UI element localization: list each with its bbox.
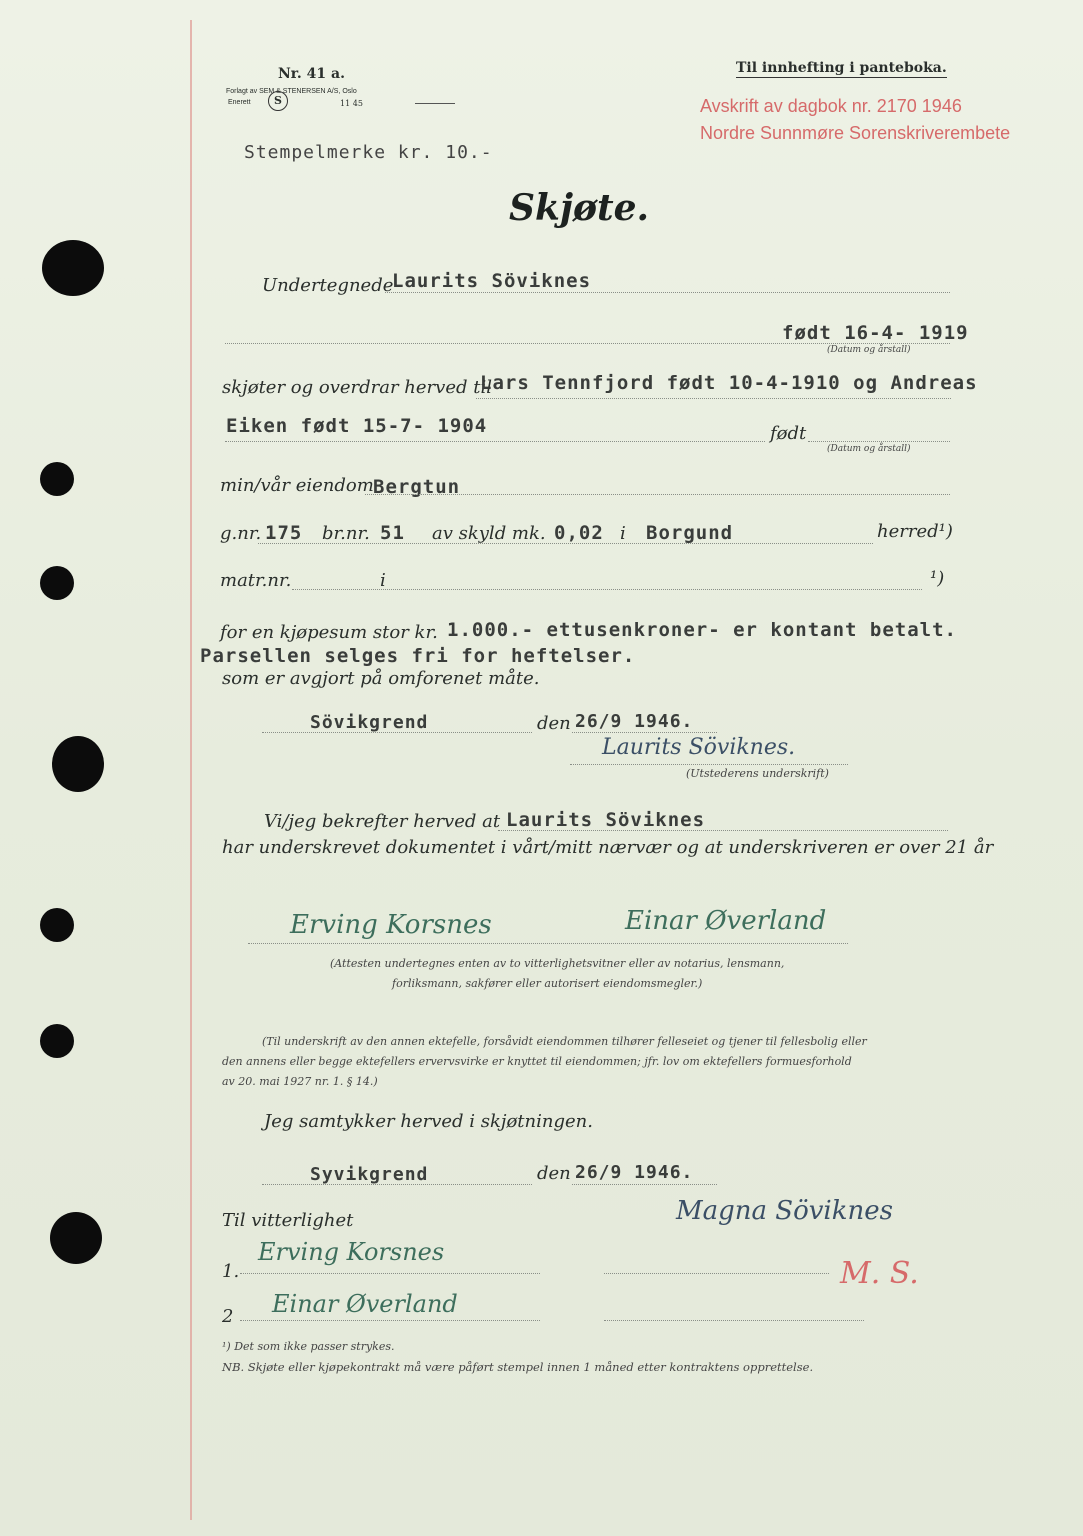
confirm-name: Laurits Söviknes — [506, 809, 706, 831]
consent-date: 26/9 1946. — [575, 1162, 694, 1183]
agreed-text: som er avgjort på omforenet måte. — [222, 668, 540, 689]
attest-note-1: (Attesten undertegnes enten av to vitterlighetsvitner eller av notarius, lensmann, — [330, 957, 785, 970]
dotted-line — [262, 1184, 532, 1185]
spouse-signature: Magna Söviknes — [676, 1196, 893, 1226]
consent-text: Jeg samtykker herved i skjøtningen. — [264, 1111, 593, 1132]
signing-place: Sövikgrend — [310, 712, 429, 733]
buyers-line2: Eiken født 15-7- 1904 — [226, 415, 488, 437]
dotted-line — [604, 1273, 829, 1274]
property-name: Bergtun — [373, 476, 461, 498]
stamp-line1: Avskrift av dagbok nr. 2170 1946 — [700, 96, 962, 116]
dotted-line — [604, 1320, 864, 1321]
price-line2: Parsellen selges fri for heftelser. — [200, 645, 636, 667]
dotted-line — [572, 732, 717, 733]
form-number: Nr. 41 a. — [278, 66, 345, 82]
punch-hole — [50, 1212, 102, 1264]
dotted-line — [262, 732, 532, 733]
spouse-note-2: den annens eller begge ektefellers ervervsvirke er knyttet til eiendommen; jfr. lov om ektefellers formuesforhold — [222, 1055, 852, 1068]
buyers-line1: Lars Tennfjord født 10-4-1910 og Andreas — [480, 372, 978, 394]
property-label: min/vår eiendom — [220, 475, 374, 496]
dotted-line — [248, 943, 848, 944]
footnote-2: NB. Skjøte eller kjøpekontrakt må være påført stempel innen 1 måned etter kontraktens opprettelse. — [222, 1360, 814, 1374]
gnr-value: 175 — [265, 522, 303, 544]
witness-signature-1: Erving Korsnes — [290, 910, 492, 940]
price-label: for en kjøpesum stor kr. — [220, 622, 438, 643]
consent-place: Syvikgrend — [310, 1164, 429, 1185]
signature-hint: (Utstederens underskrift) — [686, 767, 829, 780]
i-label: i — [620, 523, 626, 544]
bnr-value: 51 — [380, 522, 405, 544]
dotted-line — [258, 543, 873, 544]
witness-1-signature: Erving Korsnes — [258, 1238, 445, 1266]
witness-2-signature: Einar Øverland — [272, 1290, 458, 1318]
initials-mark: M. S. — [840, 1256, 919, 1291]
matr-note: ¹) — [930, 568, 945, 589]
publisher-date: 11 45 — [340, 99, 363, 108]
herred-label: herred¹) — [877, 521, 953, 542]
grantor-name: Laurits Söviknes — [392, 270, 592, 292]
til-vitterlighet-label: Til vitterlighet — [222, 1210, 354, 1231]
bnr-label: br.nr. — [322, 523, 370, 544]
price-line1: 1.000.- ettusenkroner- er kontant betalt. — [447, 619, 957, 641]
skyld-label: av skyld mk. — [432, 523, 546, 544]
margin-rule — [190, 20, 192, 1520]
footnote-1: ¹) Det som ikke passer strykes. — [222, 1340, 395, 1353]
header-dash — [415, 103, 455, 104]
transfer-label: skjøter og overdrar herved til — [222, 377, 492, 398]
punch-hole — [52, 736, 104, 792]
confirm-line2: har underskrevet dokumentet i vårt/mitt nærvær og at underskriveren er over 21 år — [222, 837, 994, 858]
punch-hole — [42, 240, 104, 296]
herred-name: Borgund — [646, 522, 734, 544]
dotted-line — [572, 1184, 717, 1185]
matr-i: i — [380, 570, 386, 591]
stempelmerke-text: Stempelmerke kr. 10.- — [244, 142, 493, 163]
spouse-note-1: (Til underskrift av den annen ektefelle, forsåvidt eiendommen tilhører felleseiet og tjener til fellesbolig eller — [262, 1035, 867, 1048]
dotted-line — [240, 1320, 540, 1321]
datum-hint: (Datum og årstall) — [827, 345, 911, 355]
publisher-line: Forlagt av SEM & STENERSEN A/S, Oslo — [226, 88, 357, 95]
consent-den-label: den — [537, 1163, 571, 1184]
dotted-line — [240, 1273, 540, 1274]
undertegnede-label: Undertegnede — [262, 275, 394, 296]
matr-label: matr.nr. — [220, 570, 292, 591]
confirm-label: Vi/jeg bekrefter herved at — [264, 811, 501, 832]
skyld-value: 0,02 — [554, 522, 604, 544]
grantor-birth: født 16-4- 1919 — [782, 322, 969, 344]
publisher-enerett: Enerett — [228, 99, 251, 106]
stamp-line2: Nordre Sunnmøre Sorenskriverembete — [700, 123, 1011, 143]
top-right-label: Til innhefting i panteboka. — [736, 60, 947, 76]
dotted-line — [365, 494, 950, 495]
page-title: Skjøte. — [509, 187, 650, 229]
gnr-label: g.nr. — [220, 523, 262, 544]
punch-hole — [40, 566, 74, 600]
fodt-label: født — [770, 423, 807, 444]
signing-date: 26/9 1946. — [575, 711, 694, 732]
spouse-note-3: av 20. mai 1927 nr. 1. § 14.) — [222, 1075, 378, 1088]
punch-hole — [40, 1024, 74, 1058]
attest-note-2: forliksmann, sakfører eller autorisert eiendomsmegler.) — [392, 977, 703, 990]
dotted-line — [808, 441, 950, 442]
dotted-line — [292, 589, 922, 590]
grantor-signature: Laurits Söviknes. — [602, 735, 796, 760]
witness-signature-2: Einar Øverland — [625, 906, 827, 936]
dotted-line — [570, 764, 848, 765]
punch-hole — [40, 908, 74, 942]
dotted-line — [385, 292, 950, 293]
datum-hint: (Datum og årstall) — [827, 444, 911, 454]
dotted-line — [498, 830, 948, 831]
dotted-line — [476, 398, 951, 399]
witness-1-number: 1. — [222, 1261, 240, 1282]
den-label: den — [537, 713, 571, 734]
punch-hole — [40, 462, 74, 496]
witness-2-number: 2 — [222, 1306, 234, 1327]
dotted-line — [225, 441, 765, 442]
publisher-logo: S — [268, 91, 288, 111]
